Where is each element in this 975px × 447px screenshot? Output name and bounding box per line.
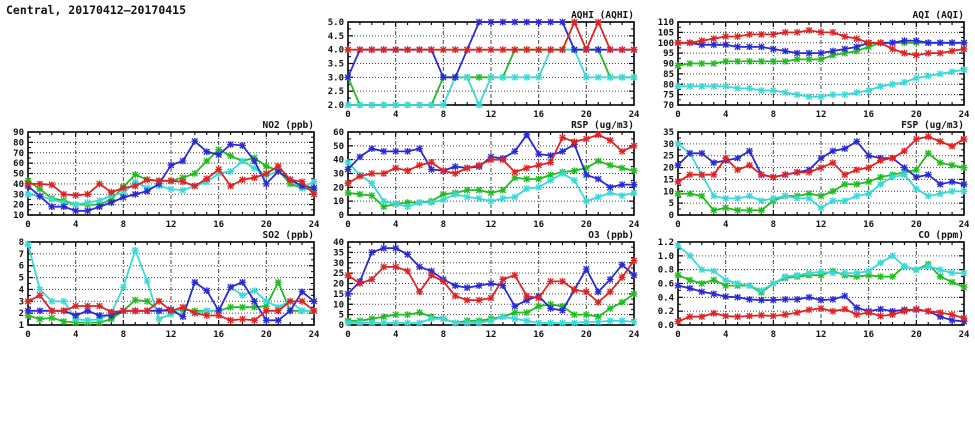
svg-text:110: 110 [657,18,674,28]
svg-text:0: 0 [345,110,351,120]
svg-text:5.0: 5.0 [327,18,344,28]
fsp-plot [652,117,974,235]
svg-text:0: 0 [338,321,344,331]
svg-text:0: 0 [25,330,31,340]
svg-text:60: 60 [13,159,24,170]
svg-text:20: 20 [13,200,24,211]
svg-text:4: 4 [722,110,729,120]
svg-text:20: 20 [663,163,674,174]
svg-text:20: 20 [580,330,592,340]
svg-text:12: 12 [815,330,827,340]
svg-text:4: 4 [722,220,729,230]
svg-text:25: 25 [333,269,344,280]
svg-text:2: 2 [18,309,24,320]
svg-text:20: 20 [910,220,922,230]
aqhi-chart [322,7,644,129]
svg-text:20: 20 [580,110,592,120]
svg-text:0: 0 [345,330,351,340]
svg-text:15: 15 [333,289,344,300]
svg-text:2.0: 2.0 [327,101,344,111]
svg-text:4: 4 [392,220,399,230]
svg-text:5: 5 [18,273,24,284]
svg-text:10: 10 [13,211,24,221]
svg-text:20: 20 [910,110,922,120]
svg-text:12: 12 [165,330,177,340]
co-chart [652,227,974,349]
svg-text:8: 8 [440,110,447,120]
svg-text:90: 90 [13,128,24,138]
svg-text:0.4: 0.4 [657,293,674,304]
svg-text:30: 30 [13,190,24,201]
svg-text:O3 (ppb): O3 (ppb) [588,230,634,241]
svg-text:0.8: 0.8 [657,265,674,276]
svg-text:90: 90 [663,59,674,70]
svg-text:4: 4 [392,330,399,340]
svg-text:6: 6 [18,261,24,272]
svg-text:0.6: 0.6 [657,279,674,290]
aqi-plot [652,7,974,125]
svg-text:24: 24 [628,330,640,340]
rsp-plot [322,117,644,235]
svg-text:80: 80 [663,80,674,91]
svg-text:20: 20 [910,330,922,340]
svg-text:12: 12 [165,220,177,230]
svg-text:4: 4 [72,220,79,230]
svg-text:15: 15 [663,175,674,186]
o3-chart [322,227,644,349]
svg-text:35: 35 [663,128,674,138]
fsp-chart [652,117,974,239]
svg-text:30: 30 [663,139,674,150]
svg-text:8: 8 [120,330,127,340]
svg-text:RSP (ug/m3): RSP (ug/m3) [571,120,634,131]
svg-text:10: 10 [663,187,674,198]
svg-text:0: 0 [25,220,31,230]
svg-text:100: 100 [657,38,674,49]
svg-text:AQHI (AQHI): AQHI (AQHI) [571,10,634,21]
svg-text:24: 24 [958,220,970,230]
svg-text:80: 80 [13,138,24,149]
svg-text:8: 8 [770,110,777,120]
svg-text:2.5: 2.5 [327,87,344,98]
svg-text:20: 20 [333,279,344,290]
svg-text:40: 40 [333,238,344,248]
svg-text:3: 3 [18,297,24,308]
svg-text:3.5: 3.5 [327,59,344,70]
svg-text:75: 75 [663,90,674,101]
svg-text:25: 25 [663,151,674,162]
svg-text:20: 20 [580,220,592,230]
svg-text:16: 16 [863,330,875,340]
page-title: Central, 20170412–20170415 [6,3,187,17]
svg-text:0: 0 [345,220,351,230]
svg-text:5: 5 [338,310,344,321]
svg-text:8: 8 [770,330,777,340]
svg-text:50: 50 [333,141,344,152]
svg-text:20: 20 [260,330,272,340]
svg-text:4: 4 [392,110,399,120]
svg-text:50: 50 [13,169,24,180]
svg-text:0: 0 [675,220,681,230]
svg-text:0: 0 [675,330,681,340]
no2-plot [2,117,324,235]
rsp-chart [322,117,644,239]
svg-text:16: 16 [533,220,545,230]
svg-text:16: 16 [533,330,545,340]
svg-text:30: 30 [333,169,344,180]
svg-text:0: 0 [668,211,674,221]
svg-text:35: 35 [333,248,344,259]
svg-text:24: 24 [628,110,640,120]
svg-text:FSP (ug/m3): FSP (ug/m3) [901,120,964,131]
svg-text:8: 8 [440,220,447,230]
svg-text:60: 60 [333,128,344,138]
svg-text:105: 105 [657,28,674,39]
so2-chart [2,227,324,349]
svg-text:24: 24 [308,220,320,230]
svg-text:24: 24 [958,110,970,120]
svg-text:30: 30 [333,258,344,269]
svg-text:8: 8 [18,238,24,248]
svg-text:0.0: 0.0 [657,321,674,331]
svg-text:10: 10 [333,197,344,208]
svg-text:NO2 (ppb): NO2 (ppb) [262,120,314,131]
svg-text:0: 0 [338,211,344,221]
aqhi-plot [322,7,644,125]
svg-text:16: 16 [863,220,875,230]
svg-text:4: 4 [18,285,24,296]
svg-text:1.0: 1.0 [657,251,674,262]
svg-text:12: 12 [485,220,497,230]
svg-text:24: 24 [308,330,320,340]
svg-text:4: 4 [722,330,729,340]
svg-text:12: 12 [485,110,497,120]
svg-text:5: 5 [668,199,674,210]
svg-text:24: 24 [958,330,970,340]
svg-text:16: 16 [213,330,225,340]
svg-text:24: 24 [628,220,640,230]
svg-text:12: 12 [815,220,827,230]
aqi-chart [652,7,974,129]
so2-plot [2,227,324,345]
svg-text:AQI (AQI): AQI (AQI) [912,10,964,21]
svg-text:8: 8 [770,220,777,230]
svg-text:20: 20 [333,183,344,194]
svg-text:4.0: 4.0 [327,45,344,56]
svg-text:3.0: 3.0 [327,73,344,84]
svg-text:4.5: 4.5 [327,31,344,42]
svg-text:16: 16 [533,110,545,120]
no2-chart [2,117,324,239]
svg-text:16: 16 [863,110,875,120]
svg-text:7: 7 [18,249,24,260]
svg-text:85: 85 [663,69,674,80]
svg-text:8: 8 [120,220,127,230]
svg-text:70: 70 [663,101,674,111]
svg-text:0.2: 0.2 [657,307,674,318]
svg-text:0: 0 [675,110,681,120]
svg-text:16: 16 [213,220,225,230]
svg-text:95: 95 [663,49,674,60]
co-plot [652,227,974,345]
svg-text:8: 8 [440,330,447,340]
svg-text:12: 12 [815,110,827,120]
svg-text:CO (ppm): CO (ppm) [918,230,964,241]
svg-text:1.2: 1.2 [657,238,674,248]
svg-text:SO2 (ppb): SO2 (ppb) [262,230,314,241]
svg-text:20: 20 [260,220,272,230]
svg-text:70: 70 [13,148,24,159]
svg-text:40: 40 [333,155,344,166]
svg-text:4: 4 [72,330,79,340]
svg-text:40: 40 [13,179,24,190]
svg-text:12: 12 [485,330,497,340]
svg-text:1: 1 [18,321,24,331]
o3-plot [322,227,644,345]
svg-text:10: 10 [333,300,344,311]
